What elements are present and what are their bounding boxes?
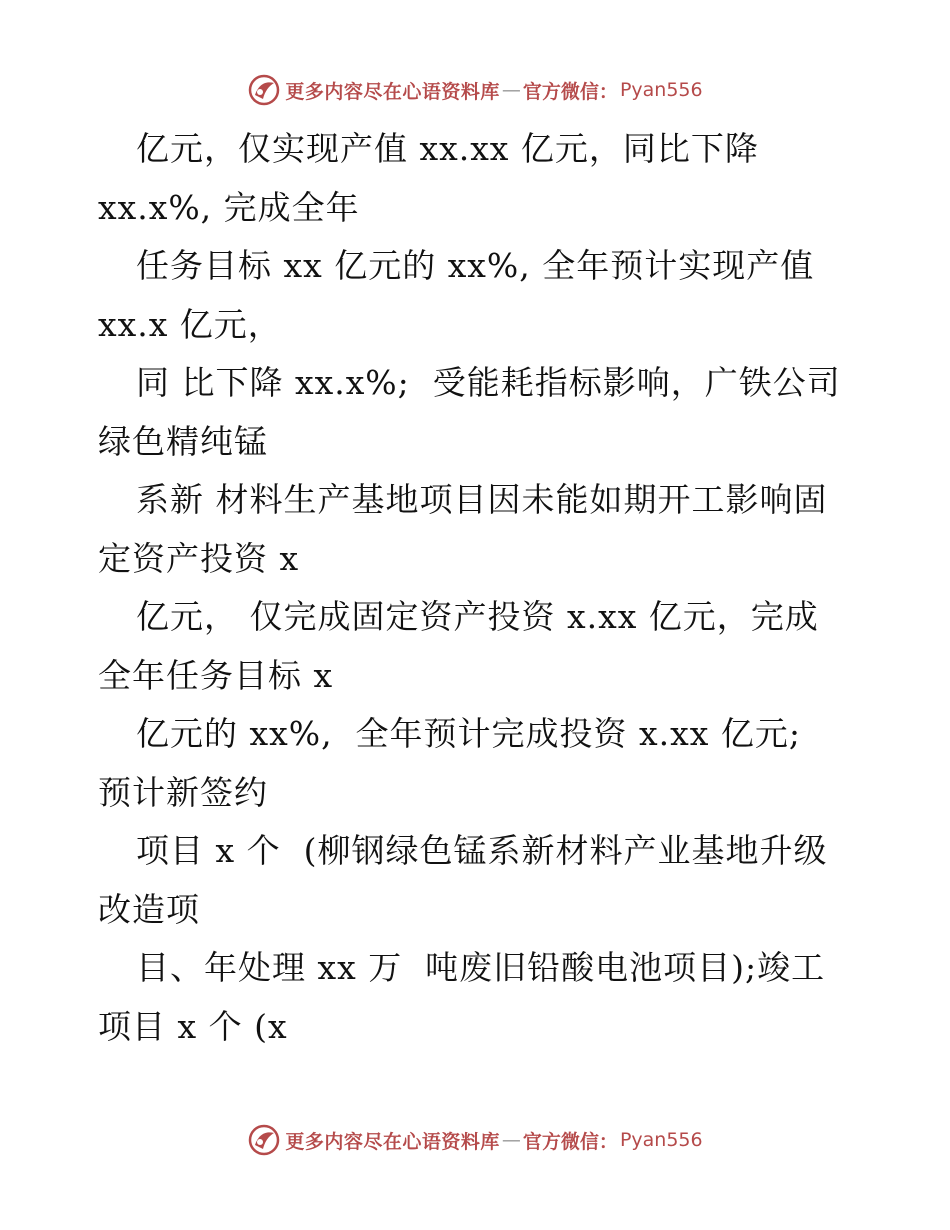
banner-dash: — — [501, 1129, 521, 1151]
banner-contact-id: Pyan556 — [619, 1129, 703, 1151]
text-line: 任务目标 xx 亿元的 xx%, 全年预计实现产值 — [136, 246, 815, 285]
banner-contact-id: Pyan556 — [619, 79, 703, 101]
text-line: xx.x%, 完成全年 — [98, 187, 360, 227]
footer-banner — [0, 1120, 950, 1160]
header-banner — [0, 70, 950, 110]
text-line: 改造项 — [98, 889, 200, 929]
banner-text: 更多内容尽在心语资料库 — [285, 80, 500, 103]
text-line: 亿元的 xx%, 全年预计完成投资 x.xx 亿元; — [136, 714, 801, 753]
brand-logo-icon — [247, 73, 281, 107]
text-line: 系新 材料生产基地项目因未能如期开工影响固 — [136, 480, 828, 519]
text-line: 定资产投资 x — [98, 538, 300, 578]
text-line: 项目 x 个 (x — [98, 1006, 288, 1046]
banner-dash: — — [501, 79, 521, 101]
text-line: 绿色精纯锰 — [98, 421, 268, 461]
text-line: 同 比下降 xx.x%; 受能耗指标影响，广铁公司 — [136, 363, 841, 402]
text-line: xx.x 亿元， — [98, 304, 282, 344]
text-line: 预计新签约 — [98, 772, 268, 812]
brand-logo-icon — [247, 1123, 281, 1157]
banner-text: 更多内容尽在心语资料库 — [285, 1130, 500, 1153]
text-line: 亿元，仅实现产值 xx.xx 亿元，同比下降 — [136, 129, 759, 168]
text-line: 亿元， 仅完成固定资产投资 x.xx 亿元，完成 — [136, 597, 819, 636]
text-line: 目、年处理 xx 万 吨废旧铅酸电池项目);竣工 — [136, 948, 826, 987]
banner-contact-label: 官方微信： — [522, 1130, 618, 1153]
document-body — [98, 120, 878, 1056]
text-line: 项目 x 个 (柳钢绿色锰系新材料产业基地升级 — [136, 831, 828, 870]
text-line: 全年任务目标 x — [98, 655, 334, 695]
banner-contact-label: 官方微信： — [522, 80, 618, 103]
